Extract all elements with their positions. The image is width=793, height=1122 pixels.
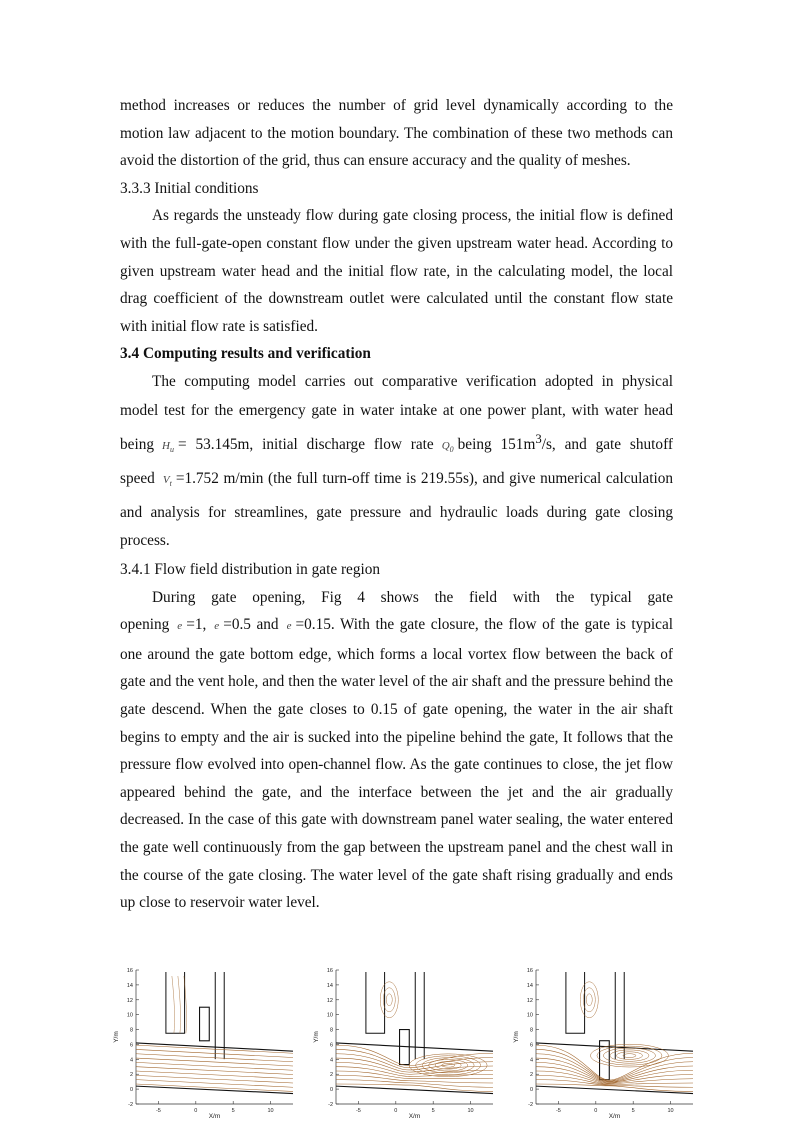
y-axis-label: Y/m [113, 1031, 120, 1043]
y-tick-label: 4 [129, 1057, 133, 1064]
section-3-4-1-title: 3.4.1 Flow field distribution in gate region [120, 560, 381, 578]
x-tick-label: 10 [267, 1108, 274, 1114]
x-tick-label: -5 [155, 1108, 161, 1114]
vortex-streamline [623, 1054, 636, 1058]
vortex-streamline [409, 1054, 487, 1077]
section-3-4-title: 3.4 Computing results and verification [120, 345, 371, 363]
y-tick-label: 0 [329, 1087, 333, 1094]
gate-shaft-upstream [366, 972, 385, 1033]
y-tick-label: 6 [129, 1042, 133, 1049]
figure-4-streamlines [110, 962, 710, 1122]
shaft-vortex-streamline [586, 994, 592, 1006]
cubic-superscript: 3 [535, 432, 542, 447]
conduit-floor [336, 1086, 493, 1093]
y-tick-label: 14 [326, 982, 333, 989]
section-3-4-text-c: being 151m [457, 436, 536, 454]
streamline [136, 1067, 293, 1075]
conduit-roof [336, 1043, 493, 1051]
shaft-vortex-streamline [380, 982, 398, 1018]
x-tick-label: -5 [555, 1108, 561, 1114]
streamline [136, 1075, 293, 1083]
y-tick-label: 10 [526, 1012, 533, 1019]
y-tick-label: -2 [128, 1102, 133, 1108]
section-3-3-3-title: 3.3.3 Initial conditions [120, 179, 259, 197]
streamline-panel-opening-0.5 [310, 962, 495, 1118]
vortex-streamline [616, 1052, 642, 1060]
y-tick-label: 8 [329, 1027, 333, 1034]
streamline [536, 1049, 693, 1080]
section-3-4-body [120, 368, 673, 556]
section-3-3-3-body: As regards the unsteady flow during gate closing process, the initial flow is defined with the full-gate-open constant flow under the given upstream water head. According to given upstream water head and the initial flow rate, in the calculating model, the local drag coefficient of the downstream outlet were calculated until the constant flow state with initial flow rate is satisfied. [120, 207, 673, 335]
x-tick-label: 0 [194, 1108, 198, 1114]
y-tick-label: 16 [326, 968, 333, 974]
y-tick-label: 12 [126, 997, 133, 1004]
y-tick-label: 14 [126, 982, 133, 989]
shaft-vortex-streamline [580, 982, 598, 1018]
section-3-4-1-text-d: =0.15. With the gate closure, the flow of the gate is typical one around the gate bottom edge, which forms a local vortex flow between the back of gate and the vent hole, and then the water level of the air shaft and the pressure behind the gate descend. When the gate closes to 0.15 of gate opening, the water in the air shaft begins to empty and the air is sucked into the pipeline behind the gate, It follows that the pressure flow evolved into open-channel flow. As the gate continues to close, the jet flow appeared behind the gate, and the interface between the jet and the air gradually decreased. In the case of this gate with downstream panel water sealing, the water entered the gate well continuously from the gap between the upstream panel and the chest wall in the course of the gate closing. The water level of the gate shaft rising gradually and ends up close to reservoir water level. [120, 616, 673, 912]
section-3-4-1-text-c: =0.5 and [223, 616, 279, 634]
section-3-4-text-e: =1.752 m/min (the full turn-off time is 219.55s), and give numerical calculation and analysis for streamlines, gate pressure and hydraulic loads during gate closing process. [120, 470, 673, 550]
streamline [136, 1071, 293, 1079]
x-tick-label: 10 [667, 1108, 674, 1114]
vortex-streamline [597, 1046, 662, 1065]
conduit-floor [136, 1086, 293, 1093]
streamline [136, 1049, 293, 1057]
streamline [136, 1062, 293, 1070]
y-tick-label: 16 [526, 968, 533, 974]
streamline [136, 1058, 293, 1066]
y-tick-label: 10 [326, 1012, 333, 1019]
section-3-4-1-text-a: During gate opening, Fig 4 shows the field with the typical gate opening [120, 588, 673, 634]
y-tick-label: 14 [526, 982, 533, 989]
y-tick-label: 4 [529, 1057, 533, 1064]
section-3-4-text-a: The computing model carries out comparative verification adopted in physical model test for the emergency gate in water intake at one power plant, with water head being [120, 372, 673, 454]
shaft-vortex-streamline [386, 994, 392, 1006]
conduit-roof [136, 1043, 293, 1051]
vortex-streamline [422, 1058, 474, 1073]
y-tick-label: 2 [129, 1072, 133, 1079]
gate-shaft-upstream [566, 972, 585, 1033]
section-3-4-1-body [120, 584, 673, 917]
shaft-streamline [172, 976, 175, 1033]
vortex-streamline [435, 1061, 461, 1069]
shaft-streamline [178, 976, 181, 1033]
x-tick-label: 10 [467, 1108, 474, 1114]
y-tick-label: -2 [528, 1102, 533, 1108]
streamline-panel-opening-1 [110, 962, 295, 1118]
conduit-floor [536, 1086, 693, 1093]
x-tick-label: 5 [431, 1108, 435, 1114]
section-3-4-text-d: /s, and gate shutoff speed [120, 436, 673, 487]
q0-symbol: $Q_0$ [441, 440, 454, 455]
streamline [136, 1054, 293, 1062]
section-3-4-text-b: = 53.145m, initial discharge flow rate [177, 436, 434, 454]
y-tick-label: 0 [129, 1087, 133, 1094]
x-axis-label: X/m [208, 1113, 221, 1118]
vt-symbol: $V_t$ [162, 474, 172, 489]
e-symbol: e [214, 620, 220, 633]
x-tick-label: 5 [231, 1108, 235, 1114]
y-tick-label: 6 [529, 1042, 533, 1049]
x-axis-label: X/m [608, 1113, 621, 1118]
x-tick-label: 0 [394, 1108, 398, 1114]
y-axis-label: Y/m [313, 1031, 320, 1043]
streamline [136, 1080, 293, 1088]
gate-leaf [200, 1007, 210, 1041]
y-tick-label: 16 [126, 968, 133, 974]
x-tick-label: 0 [594, 1108, 598, 1114]
y-tick-label: 10 [126, 1012, 133, 1019]
x-axis-label: X/m [408, 1113, 421, 1118]
gate-shaft-upstream [166, 972, 185, 1033]
streamline [136, 1045, 293, 1053]
paragraph-continued: method increases or reduces the number of grid level dynamically according to the motion law adjacent to the motion boundary. The combination of these two methods can avoid the distortion of the grid, thus can ensure accuracy and the quality of meshes. [120, 97, 673, 170]
y-tick-label: 2 [529, 1072, 533, 1079]
streamline-panel-opening-0.15 [510, 962, 695, 1118]
vortex-streamline [603, 1048, 655, 1063]
y-tick-label: 4 [329, 1057, 333, 1064]
vortex-streamline [442, 1063, 455, 1067]
y-axis-label: Y/m [513, 1031, 520, 1043]
y-tick-label: 12 [326, 997, 333, 1004]
x-tick-label: 5 [631, 1108, 635, 1114]
y-tick-label: 8 [129, 1027, 133, 1034]
y-tick-label: 8 [529, 1027, 533, 1034]
y-tick-label: 0 [529, 1087, 533, 1094]
section-3-4-1-text-b: =1, [186, 616, 207, 634]
x-tick-label: -5 [355, 1108, 361, 1114]
hu-symbol: $H_u$ [162, 440, 174, 455]
y-tick-label: 12 [526, 997, 533, 1004]
y-tick-label: 2 [329, 1072, 333, 1079]
body-text [120, 92, 673, 917]
e-symbol: e [177, 620, 183, 633]
y-tick-label: -2 [328, 1102, 333, 1108]
y-tick-label: 6 [329, 1042, 333, 1049]
e-symbol: e [286, 620, 292, 633]
